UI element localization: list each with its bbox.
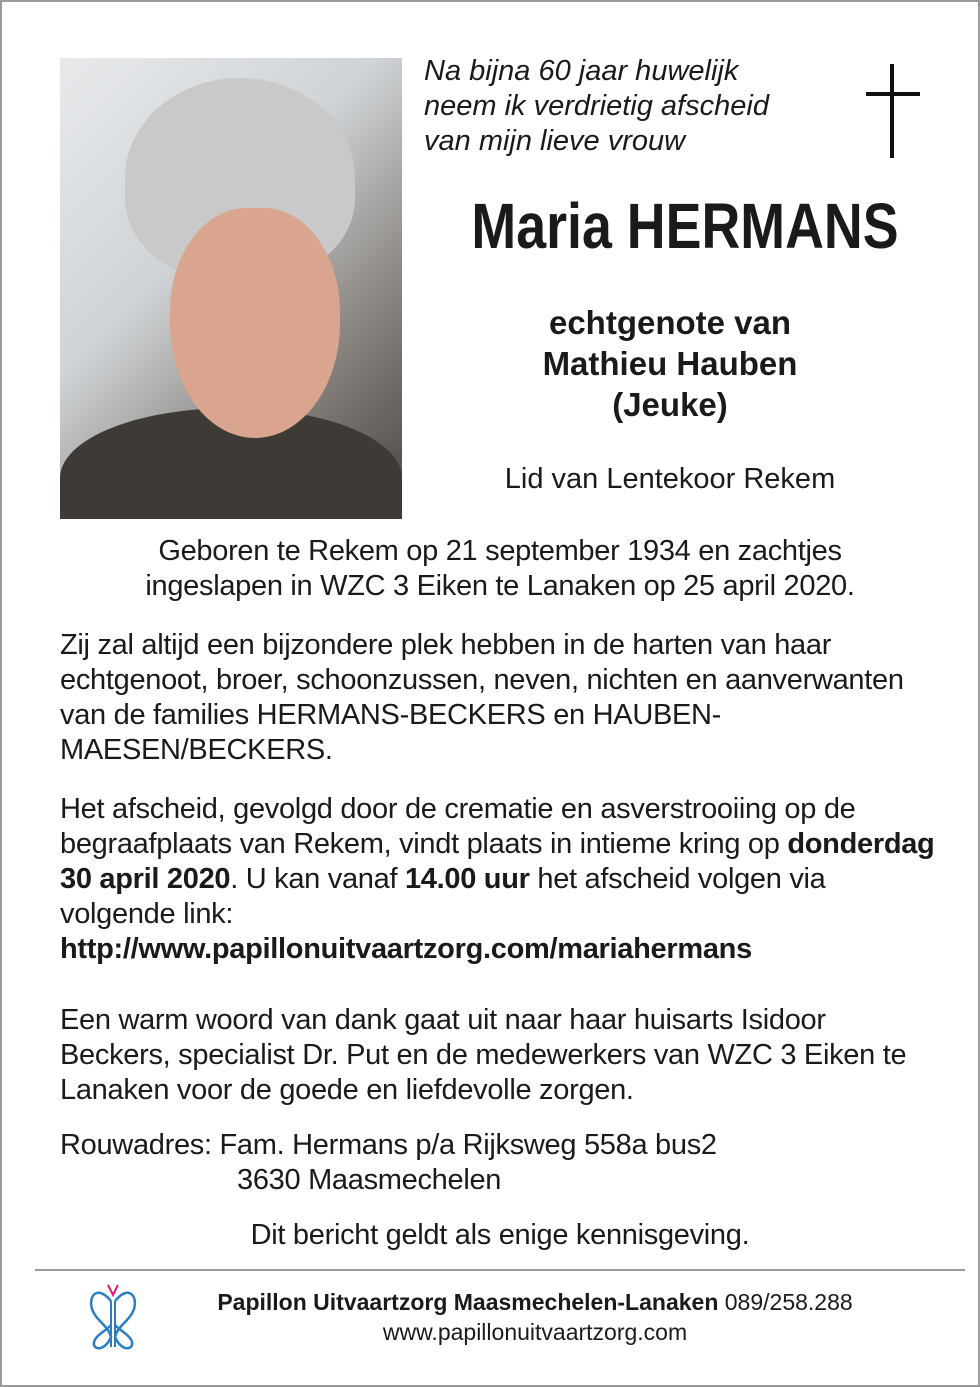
farewell-date: donderdag 30 april 2020	[60, 828, 935, 895]
farewell-link[interactable]: http://www.papillonuitvaartzorg.com/mariahermans	[60, 933, 752, 965]
footer	[60, 1271, 940, 1351]
cross-icon	[866, 64, 920, 158]
spouse-info	[470, 302, 870, 425]
funeral-home-phone: 089/258.288	[724, 1289, 853, 1315]
birth-line: ingeslapen in WZC 3 Eiken te Lanaken op 25 april 2020.	[145, 570, 855, 602]
intro-line: neem ik verdrietig afscheid	[424, 90, 769, 122]
intro-line: Na bijna 60 jaar huwelijk	[424, 55, 739, 87]
notice-text: Dit bericht geldt als enige kennisgeving.	[250, 1219, 750, 1251]
farewell-text: . U kan vanaf	[230, 863, 405, 895]
membership: Lid van Lentekoor Rekem	[504, 463, 836, 495]
thanks-paragraph: Een warm woord van dank gaat uit naar haar huisarts Isidoor Beckers, specialist Dr. Put en de medewerkers van WZC 3 Eiken te Lanaken voor de goede en liefdevolle zorgen.	[60, 1004, 907, 1106]
birth-line: Geboren te Rekem op 21 september 1934 en zachtjes	[158, 535, 842, 567]
spouse-line: (Jeuke)	[612, 386, 728, 423]
spouse-line: Mathieu Hauben	[542, 345, 798, 382]
address-line: Rouwadres: Fam. Hermans p/a Rijksweg 558a bus2	[60, 1129, 717, 1161]
farewell-text: het afscheid volgen via volgende link:	[60, 863, 826, 930]
funeral-home-website[interactable]: www.papillonuitvaartzorg.com	[382, 1319, 688, 1345]
notice-body	[60, 534, 940, 1351]
address-line: 3630 Maasmechelen	[237, 1164, 502, 1196]
birth-death-info	[40, 534, 960, 604]
intro-line: van mijn lieve vrouw	[424, 125, 686, 157]
farewell-time: 14.00 uur	[404, 863, 530, 895]
butterfly-logo-icon	[88, 1281, 138, 1353]
funeral-home-info	[180, 1287, 890, 1347]
funeral-home-name: Papillon Uitvaartzorg Maasmechelen-Lanaken	[217, 1289, 719, 1315]
family-paragraph: Zij zal altijd een bijzondere plek hebben in de harten van haar echtgenoot, broer, schoonzussen, neven, nichten en aanverwanten van de families HERMANS-BECKERS en HAUBEN-MAESEN/BECKERS.	[60, 629, 904, 766]
portrait-photo	[60, 58, 402, 519]
deceased-name: Maria HERMANS	[471, 190, 899, 262]
intro-text	[424, 54, 769, 159]
farewell-paragraph	[60, 792, 940, 967]
farewell-text: Het afscheid, gevolgd door de crematie en asverstrooiing op de begraafplaats van Rekem, vindt plaats in intieme kring op	[60, 793, 856, 860]
address	[60, 1128, 940, 1198]
spouse-line: echtgenote van	[548, 304, 792, 341]
